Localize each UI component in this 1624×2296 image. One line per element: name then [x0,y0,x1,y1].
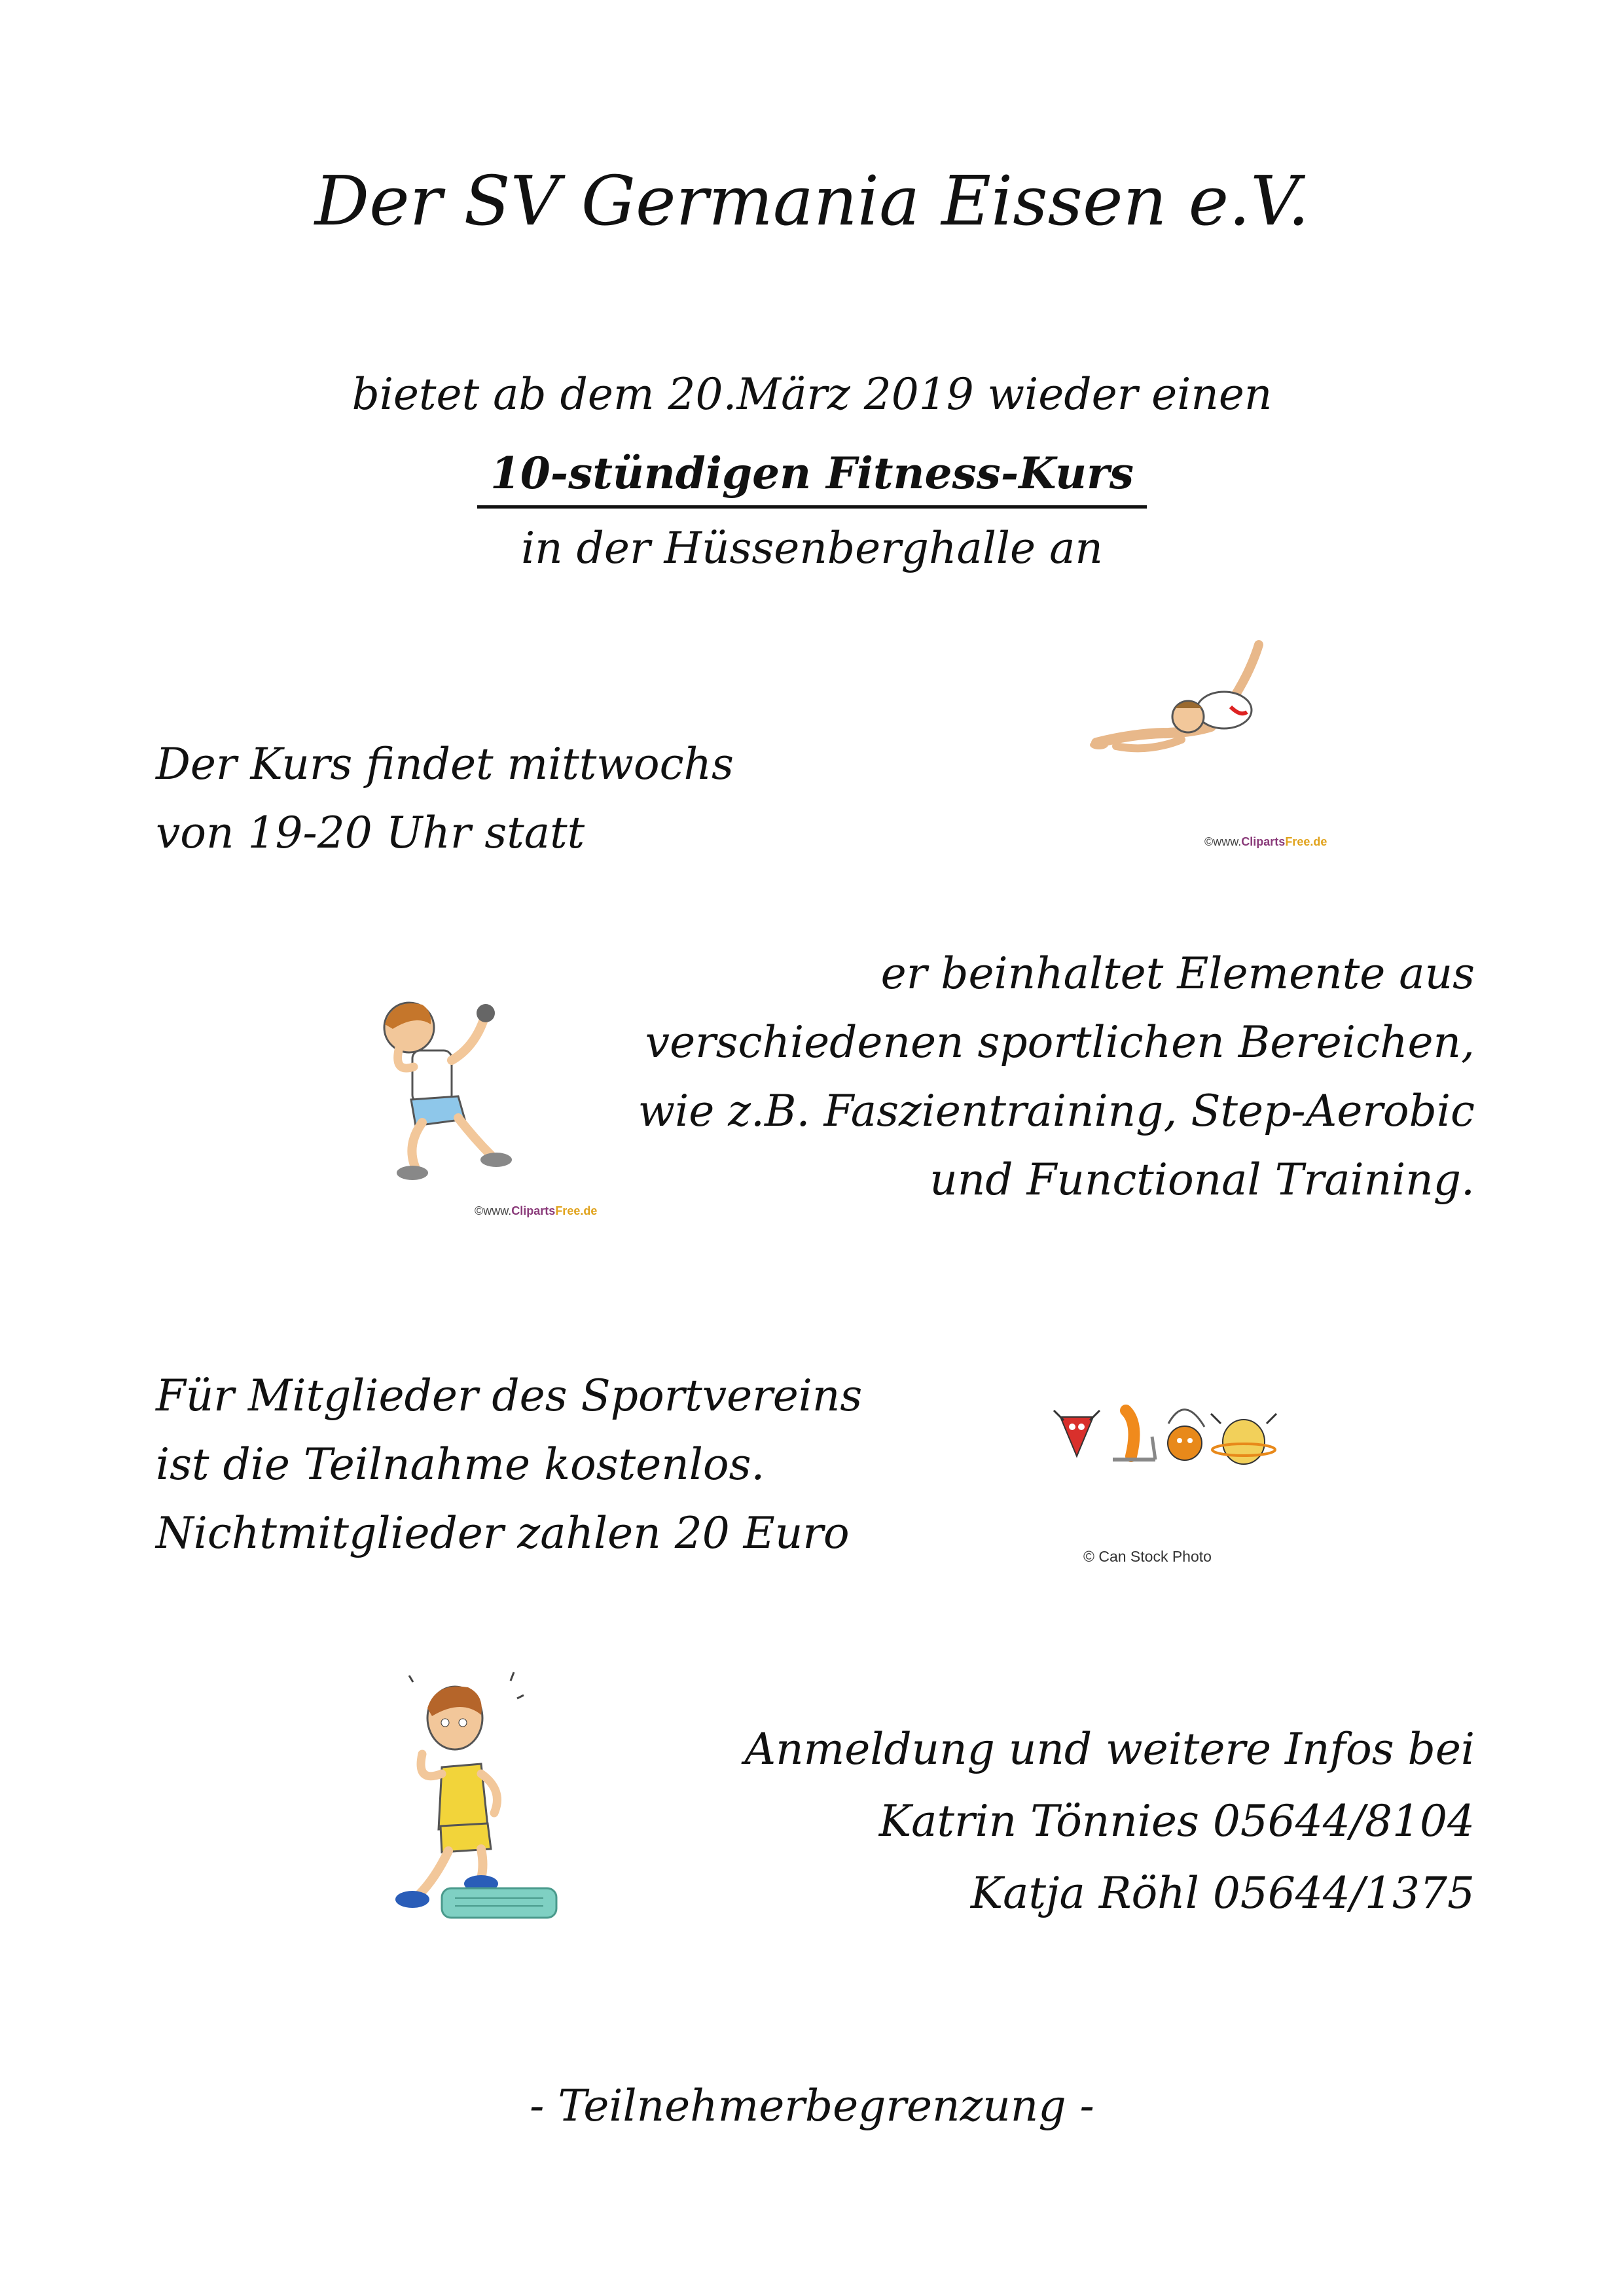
participant-limit-note: - Teilnehmerbegrenzung - [530,2081,1094,2131]
course-headline-text: 10-stündigen Fitness-Kurs [477,448,1147,509]
step-aerobic-man-clipart [383,1669,560,1924]
credit-name: Cliparts [511,1204,556,1217]
credit-suffix: Free.de [1285,835,1327,848]
contact-line-3: Katja Röhl 05644/1375 [970,1868,1475,1918]
content-line-3: wie z.B. Faszientraining, Step-Aerobic [638,1086,1475,1136]
schedule-line-2: von 19-20 Uhr statt [156,808,585,858]
credit-name: Cliparts [1241,835,1286,848]
fruit-fitness-characters-clipart [1041,1397,1299,1469]
stretching-gymnast-clipart [1090,635,1280,772]
page-title: Der SV Germania Eissen e.V. [314,161,1310,241]
intro-line-3: in der Hüssenberghalle an [521,523,1103,573]
contact-line-1: Anmeldung und weitere Infos bei [744,1724,1475,1774]
content-line-4: und Functional Training. [929,1155,1475,1205]
credit-prefix: ©www. [475,1204,512,1217]
contact-line-2: Katrin Tönnies 05644/8104 [878,1796,1475,1846]
shot-put-athlete-clipart [353,988,517,1185]
clipartsfree-credit-2 [475,1204,597,1218]
credit-prefix: ©www. [1204,835,1242,848]
fees-line-1: Für Mitglieder des Sportvereins [156,1371,863,1421]
course-headline [0,448,1624,499]
fees-line-2: ist die Teilnahme kostenlos. [156,1439,765,1490]
canstock-credit: © Can Stock Photo [1083,1548,1212,1565]
content-line-2: verschiedenen sportlichen Bereichen, [645,1017,1475,1067]
clipartsfree-credit-1 [1204,835,1327,849]
content-line-1: er beinhaltet Elemente aus [880,948,1475,999]
credit-suffix: Free.de [555,1204,598,1217]
intro-line-1: bietet ab dem 20.März 2019 wieder einen [352,369,1272,420]
fees-line-3: Nichtmitglieder zahlen 20 Euro [156,1508,850,1558]
schedule-line-1: Der Kurs findet mittwochs [156,739,734,789]
